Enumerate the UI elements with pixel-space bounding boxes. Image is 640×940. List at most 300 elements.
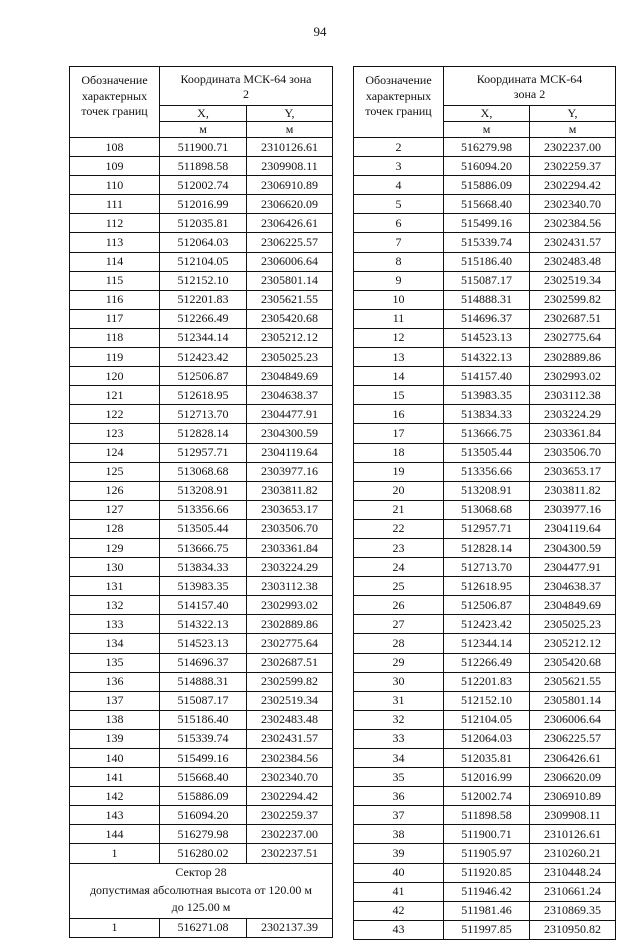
table-row [354, 233, 616, 252]
y-coord-cell: 2302431.57 [530, 233, 616, 252]
point-id-cell: 139 [70, 729, 160, 748]
table-row [70, 443, 333, 462]
y-coord-cell: 2302237.51 [247, 844, 333, 863]
y-coord-cell: 2306620.09 [247, 195, 333, 214]
table-row [70, 596, 333, 615]
table-row [354, 214, 616, 233]
table-row [70, 634, 333, 653]
y-coord-cell: 2302599.82 [530, 290, 616, 309]
point-id-cell: 18 [354, 443, 444, 462]
point-id-cell: 27 [354, 615, 444, 634]
x-coord-cell: 512266.49 [160, 309, 247, 328]
y-coord-cell: 2310448.24 [530, 863, 616, 882]
point-id-cell: 20 [354, 481, 444, 500]
point-id-cell: 1 [70, 918, 160, 937]
x-coord-cell: 512035.81 [160, 214, 247, 233]
y-coord-cell: 2304300.59 [247, 424, 333, 443]
x-coord-cell: 512423.42 [444, 615, 530, 634]
point-id-cell: 130 [70, 558, 160, 577]
y-coord-cell: 2306620.09 [530, 768, 616, 787]
table-row [70, 481, 333, 500]
y-coord-cell: 2302889.86 [247, 615, 333, 634]
table-row [70, 577, 333, 596]
point-id-cell: 131 [70, 577, 160, 596]
table-row [70, 538, 333, 557]
x-coord-cell: 513356.66 [444, 462, 530, 481]
table-row [354, 386, 616, 405]
table-row [70, 233, 333, 252]
x-coord-cell: 512957.71 [444, 519, 530, 538]
point-id-cell: 21 [354, 500, 444, 519]
point-id-cell: 22 [354, 519, 444, 538]
y-coord-cell: 2303112.38 [247, 577, 333, 596]
point-id-cell: 36 [354, 787, 444, 806]
table-row [70, 367, 333, 386]
y-coord-cell: 2302775.64 [530, 328, 616, 347]
y-coord-cell: 2305025.23 [530, 615, 616, 634]
table-row [354, 367, 616, 386]
y-coord-cell: 2302483.48 [247, 710, 333, 729]
table-row [70, 806, 333, 825]
coord-header: Координата МСК-64 зона 2 [160, 67, 333, 106]
table-row [354, 500, 616, 519]
y-coord-cell: 2303224.29 [530, 405, 616, 424]
y-unit: м [530, 122, 616, 138]
x-coord-cell: 512104.05 [444, 710, 530, 729]
x-coord-cell: 514523.13 [444, 328, 530, 347]
y-coord-cell: 2302294.42 [530, 176, 616, 195]
point-id-cell: 19 [354, 462, 444, 481]
table-row [354, 806, 616, 825]
table-row [354, 863, 616, 882]
table-row [354, 615, 616, 634]
point-id-cell: 109 [70, 157, 160, 176]
point-id-cell: 119 [70, 348, 160, 367]
point-id-cell: 30 [354, 672, 444, 691]
point-id-cell: 123 [70, 424, 160, 443]
x-coord-cell: 513356.66 [160, 500, 247, 519]
x-unit: м [160, 122, 247, 138]
point-id-cell: 7 [354, 233, 444, 252]
point-id-cell: 9 [354, 271, 444, 290]
point-id-cell: 34 [354, 749, 444, 768]
table-row [70, 691, 333, 710]
y-coord-cell: 2302137.39 [247, 918, 333, 937]
y-coord-cell: 2304638.37 [247, 386, 333, 405]
table-row [354, 424, 616, 443]
table-row [354, 176, 616, 195]
y-coord-cell: 2302237.00 [247, 825, 333, 844]
x-coord-cell: 512713.70 [444, 558, 530, 577]
y-coord-cell: 2302340.70 [530, 195, 616, 214]
y-coord-cell: 2303653.17 [247, 500, 333, 519]
y-coord-cell: 2304638.37 [530, 577, 616, 596]
y-coord-cell: 2306006.64 [247, 252, 333, 271]
point-id-cell: 25 [354, 577, 444, 596]
point-id-cell: 29 [354, 653, 444, 672]
point-id-cell: 38 [354, 825, 444, 844]
x-header: X, [160, 106, 247, 122]
sector-line2: допустимая абсолютная высота от 120.00 м [89, 882, 313, 897]
table-row [354, 844, 616, 863]
y-coord-cell: 2304477.91 [530, 558, 616, 577]
table-row [70, 214, 333, 233]
y-coord-cell: 2304477.91 [247, 405, 333, 424]
x-coord-cell: 512201.83 [444, 672, 530, 691]
table-row [354, 653, 616, 672]
point-id-cell: 133 [70, 615, 160, 634]
point-id-cell: 17 [354, 424, 444, 443]
y-coord-cell: 2302384.56 [530, 214, 616, 233]
table-row [354, 157, 616, 176]
sector-title: Сектор 28 [175, 865, 227, 880]
x-coord-cell: 511920.85 [444, 863, 530, 882]
table-row [70, 195, 333, 214]
x-coord-cell: 516279.98 [160, 825, 247, 844]
y-coord-cell: 2306426.61 [247, 214, 333, 233]
table-row [70, 462, 333, 481]
page-number: 94 [313, 24, 327, 39]
x-coord-cell: 513208.91 [160, 481, 247, 500]
y-coord-cell: 2303977.16 [530, 500, 616, 519]
x-coord-cell: 513834.33 [160, 558, 247, 577]
x-coord-cell: 515499.16 [160, 749, 247, 768]
x-coord-cell: 512423.42 [160, 348, 247, 367]
table-row [70, 348, 333, 367]
table-row [354, 729, 616, 748]
point-id-cell: 122 [70, 405, 160, 424]
coord-header: Координата МСК-64 зона 2 [444, 67, 616, 106]
y-coord-cell: 2303361.84 [247, 538, 333, 557]
y-coord-cell: 2305801.14 [247, 271, 333, 290]
x-coord-cell: 512152.10 [444, 691, 530, 710]
x-coord-cell: 514322.13 [160, 615, 247, 634]
y-coord-cell: 2306225.57 [247, 233, 333, 252]
table-row [354, 481, 616, 500]
y-coord-cell: 2302775.64 [247, 634, 333, 653]
point-label-header: Обозначение характерных точек границ [354, 67, 444, 138]
table-row [70, 729, 333, 748]
y-coord-cell: 2304119.64 [530, 519, 616, 538]
y-coord-cell: 2309908.11 [530, 806, 616, 825]
point-id-cell: 32 [354, 710, 444, 729]
y-coord-cell: 2302237.00 [530, 138, 616, 157]
table-row [70, 328, 333, 347]
x-coord-cell: 516094.20 [444, 157, 530, 176]
x-coord-cell: 513983.35 [444, 386, 530, 405]
point-id-cell: 129 [70, 538, 160, 557]
point-id-cell: 14 [354, 367, 444, 386]
x-coord-cell: 512344.14 [160, 328, 247, 347]
point-id-cell: 113 [70, 233, 160, 252]
x-coord-cell: 511898.58 [444, 806, 530, 825]
x-coord-cell: 512828.14 [444, 538, 530, 557]
y-unit: м [247, 122, 333, 138]
table-row [70, 918, 333, 937]
point-id-cell: 10 [354, 290, 444, 309]
x-coord-cell: 512618.95 [444, 577, 530, 596]
x-coord-cell: 512152.10 [160, 271, 247, 290]
x-coord-cell: 515186.40 [444, 252, 530, 271]
point-id-cell: 116 [70, 290, 160, 309]
table-row [354, 558, 616, 577]
table-row [354, 672, 616, 691]
table-row [354, 290, 616, 309]
table-row [70, 252, 333, 271]
x-coord-cell: 515186.40 [160, 710, 247, 729]
point-id-cell: 117 [70, 309, 160, 328]
table-row [70, 500, 333, 519]
point-id-cell: 120 [70, 367, 160, 386]
point-id-cell: 1 [70, 844, 160, 863]
y-coord-cell: 2304849.69 [247, 367, 333, 386]
x-coord-cell: 515886.09 [444, 176, 530, 195]
x-coord-cell: 513834.33 [444, 405, 530, 424]
y-coord-cell: 2303506.70 [247, 519, 333, 538]
y-coord-cell: 2305212.12 [247, 328, 333, 347]
y-header: Y, [530, 106, 616, 122]
point-id-cell: 137 [70, 691, 160, 710]
point-id-cell: 115 [70, 271, 160, 290]
point-id-cell: 136 [70, 672, 160, 691]
point-id-cell: 3 [354, 157, 444, 176]
x-coord-cell: 512506.87 [444, 596, 530, 615]
y-coord-cell: 2306426.61 [530, 749, 616, 768]
point-id-cell: 128 [70, 519, 160, 538]
table-row [70, 825, 333, 844]
point-id-cell: 26 [354, 596, 444, 615]
y-coord-cell: 2303977.16 [247, 462, 333, 481]
x-coord-cell: 511946.42 [444, 882, 530, 901]
point-id-cell: 126 [70, 481, 160, 500]
table-row [354, 787, 616, 806]
point-id-cell: 28 [354, 634, 444, 653]
table-row [354, 691, 616, 710]
x-coord-cell: 515087.17 [444, 271, 530, 290]
table-row [354, 634, 616, 653]
y-coord-cell: 2306225.57 [530, 729, 616, 748]
table-row [70, 157, 333, 176]
point-id-cell: 141 [70, 768, 160, 787]
x-coord-cell: 513666.75 [444, 424, 530, 443]
table-row [70, 271, 333, 290]
coordinates-table-right [353, 66, 616, 940]
point-id-cell: 33 [354, 729, 444, 748]
table-row [70, 653, 333, 672]
y-coord-cell: 2302431.57 [247, 729, 333, 748]
x-coord-cell: 513505.44 [444, 443, 530, 462]
y-coord-cell: 2310950.82 [530, 920, 616, 939]
table-row [70, 558, 333, 577]
point-id-cell: 140 [70, 749, 160, 768]
point-id-cell: 15 [354, 386, 444, 405]
point-id-cell: 143 [70, 806, 160, 825]
x-coord-cell: 512506.87 [160, 367, 247, 386]
point-id-cell: 16 [354, 405, 444, 424]
table-row [354, 348, 616, 367]
table-row [354, 462, 616, 481]
x-coord-cell: 512618.95 [160, 386, 247, 405]
table-row [354, 749, 616, 768]
y-coord-cell: 2310126.61 [530, 825, 616, 844]
y-coord-cell: 2305621.55 [247, 290, 333, 309]
point-id-cell: 114 [70, 252, 160, 271]
table-row [354, 538, 616, 557]
y-coord-cell: 2305621.55 [530, 672, 616, 691]
y-coord-cell: 2306006.64 [530, 710, 616, 729]
x-coord-cell: 512016.99 [160, 195, 247, 214]
x-coord-cell: 514157.40 [160, 596, 247, 615]
point-id-cell: 11 [354, 309, 444, 328]
y-coord-cell: 2302519.34 [247, 691, 333, 710]
x-coord-cell: 512957.71 [160, 443, 247, 462]
y-coord-cell: 2309908.11 [247, 157, 333, 176]
point-id-cell: 108 [70, 138, 160, 157]
table-row [354, 882, 616, 901]
table-row [354, 825, 616, 844]
y-coord-cell: 2304849.69 [530, 596, 616, 615]
x-coord-cell: 512002.74 [444, 787, 530, 806]
table-row [70, 290, 333, 309]
table-row [70, 386, 333, 405]
x-coord-cell: 514696.37 [444, 309, 530, 328]
y-coord-cell: 2302687.51 [247, 653, 333, 672]
y-coord-cell: 2303112.38 [530, 386, 616, 405]
y-coord-cell: 2303811.82 [247, 481, 333, 500]
x-unit: м [444, 122, 530, 138]
point-id-cell: 134 [70, 634, 160, 653]
table-row [354, 138, 616, 157]
point-id-cell: 144 [70, 825, 160, 844]
x-header: X, [444, 106, 530, 122]
x-coord-cell: 513068.68 [160, 462, 247, 481]
table-row [354, 252, 616, 271]
y-coord-cell: 2302384.56 [247, 749, 333, 768]
point-id-cell: 13 [354, 348, 444, 367]
y-coord-cell: 2310260.21 [530, 844, 616, 863]
y-header: Y, [247, 106, 333, 122]
x-coord-cell: 512344.14 [444, 634, 530, 653]
y-coord-cell: 2305025.23 [247, 348, 333, 367]
x-coord-cell: 515668.40 [444, 195, 530, 214]
point-id-cell: 43 [354, 920, 444, 939]
table-row [70, 309, 333, 328]
point-id-cell: 42 [354, 901, 444, 920]
point-id-cell: 112 [70, 214, 160, 233]
x-coord-cell: 514696.37 [160, 653, 247, 672]
point-id-cell: 124 [70, 443, 160, 462]
y-coord-cell: 2302340.70 [247, 768, 333, 787]
table-row [354, 901, 616, 920]
point-id-cell: 2 [354, 138, 444, 157]
point-id-cell: 142 [70, 787, 160, 806]
table-row [70, 519, 333, 538]
table-row [354, 309, 616, 328]
point-id-cell: 135 [70, 653, 160, 672]
point-id-cell: 132 [70, 596, 160, 615]
x-coord-cell: 511997.85 [444, 920, 530, 939]
y-coord-cell: 2302889.86 [530, 348, 616, 367]
x-coord-cell: 516271.08 [160, 918, 247, 937]
x-coord-cell: 515339.74 [160, 729, 247, 748]
x-coord-cell: 514322.13 [444, 348, 530, 367]
point-id-cell: 35 [354, 768, 444, 787]
point-id-cell: 40 [354, 863, 444, 882]
point-id-cell: 111 [70, 195, 160, 214]
x-coord-cell: 514523.13 [160, 634, 247, 653]
x-coord-cell: 511900.71 [444, 825, 530, 844]
y-coord-cell: 2310126.61 [247, 138, 333, 157]
table-row [70, 405, 333, 424]
x-coord-cell: 512016.99 [444, 768, 530, 787]
table-row [70, 749, 333, 768]
x-coord-cell: 512064.03 [444, 729, 530, 748]
x-coord-cell: 512713.70 [160, 405, 247, 424]
table-row [70, 672, 333, 691]
x-coord-cell: 514888.31 [444, 290, 530, 309]
x-coord-cell: 512064.03 [160, 233, 247, 252]
y-coord-cell: 2303361.84 [530, 424, 616, 443]
y-coord-cell: 2304300.59 [530, 538, 616, 557]
table-row [70, 844, 333, 863]
y-coord-cell: 2302687.51 [530, 309, 616, 328]
table-row [70, 710, 333, 729]
x-coord-cell: 515886.09 [160, 787, 247, 806]
y-coord-cell: 2302259.37 [530, 157, 616, 176]
point-id-cell: 127 [70, 500, 160, 519]
x-coord-cell: 511905.97 [444, 844, 530, 863]
coordinates-table-left [69, 66, 333, 938]
x-coord-cell: 516280.02 [160, 844, 247, 863]
x-coord-cell: 513666.75 [160, 538, 247, 557]
x-coord-cell: 515499.16 [444, 214, 530, 233]
y-coord-cell: 2302993.02 [530, 367, 616, 386]
table-row [354, 768, 616, 787]
x-coord-cell: 514157.40 [444, 367, 530, 386]
table-row [70, 176, 333, 195]
point-id-cell: 41 [354, 882, 444, 901]
x-coord-cell: 511981.46 [444, 901, 530, 920]
x-coord-cell: 515339.74 [444, 233, 530, 252]
sector-caption [70, 863, 333, 918]
x-coord-cell: 513208.91 [444, 481, 530, 500]
x-coord-cell: 516094.20 [160, 806, 247, 825]
table-row [354, 405, 616, 424]
y-coord-cell: 2302993.02 [247, 596, 333, 615]
point-label-header: Обозначение характерных точек границ [70, 67, 160, 138]
point-id-cell: 138 [70, 710, 160, 729]
y-coord-cell: 2305420.68 [247, 309, 333, 328]
y-coord-cell: 2305420.68 [530, 653, 616, 672]
table-row [70, 138, 333, 157]
x-coord-cell: 512035.81 [444, 749, 530, 768]
y-coord-cell: 2303224.29 [247, 558, 333, 577]
sector-line3: до 125.00 м [171, 900, 231, 915]
x-coord-cell: 512201.83 [160, 290, 247, 309]
x-coord-cell: 516279.98 [444, 138, 530, 157]
y-coord-cell: 2310661.24 [530, 882, 616, 901]
x-coord-cell: 512104.05 [160, 252, 247, 271]
y-coord-cell: 2302599.82 [247, 672, 333, 691]
x-coord-cell: 515668.40 [160, 768, 247, 787]
x-coord-cell: 513983.35 [160, 577, 247, 596]
x-coord-cell: 511898.58 [160, 157, 247, 176]
table-row [354, 519, 616, 538]
sector-row [70, 863, 333, 918]
y-coord-cell: 2304119.64 [247, 443, 333, 462]
x-coord-cell: 512002.74 [160, 176, 247, 195]
point-id-cell: 8 [354, 252, 444, 271]
